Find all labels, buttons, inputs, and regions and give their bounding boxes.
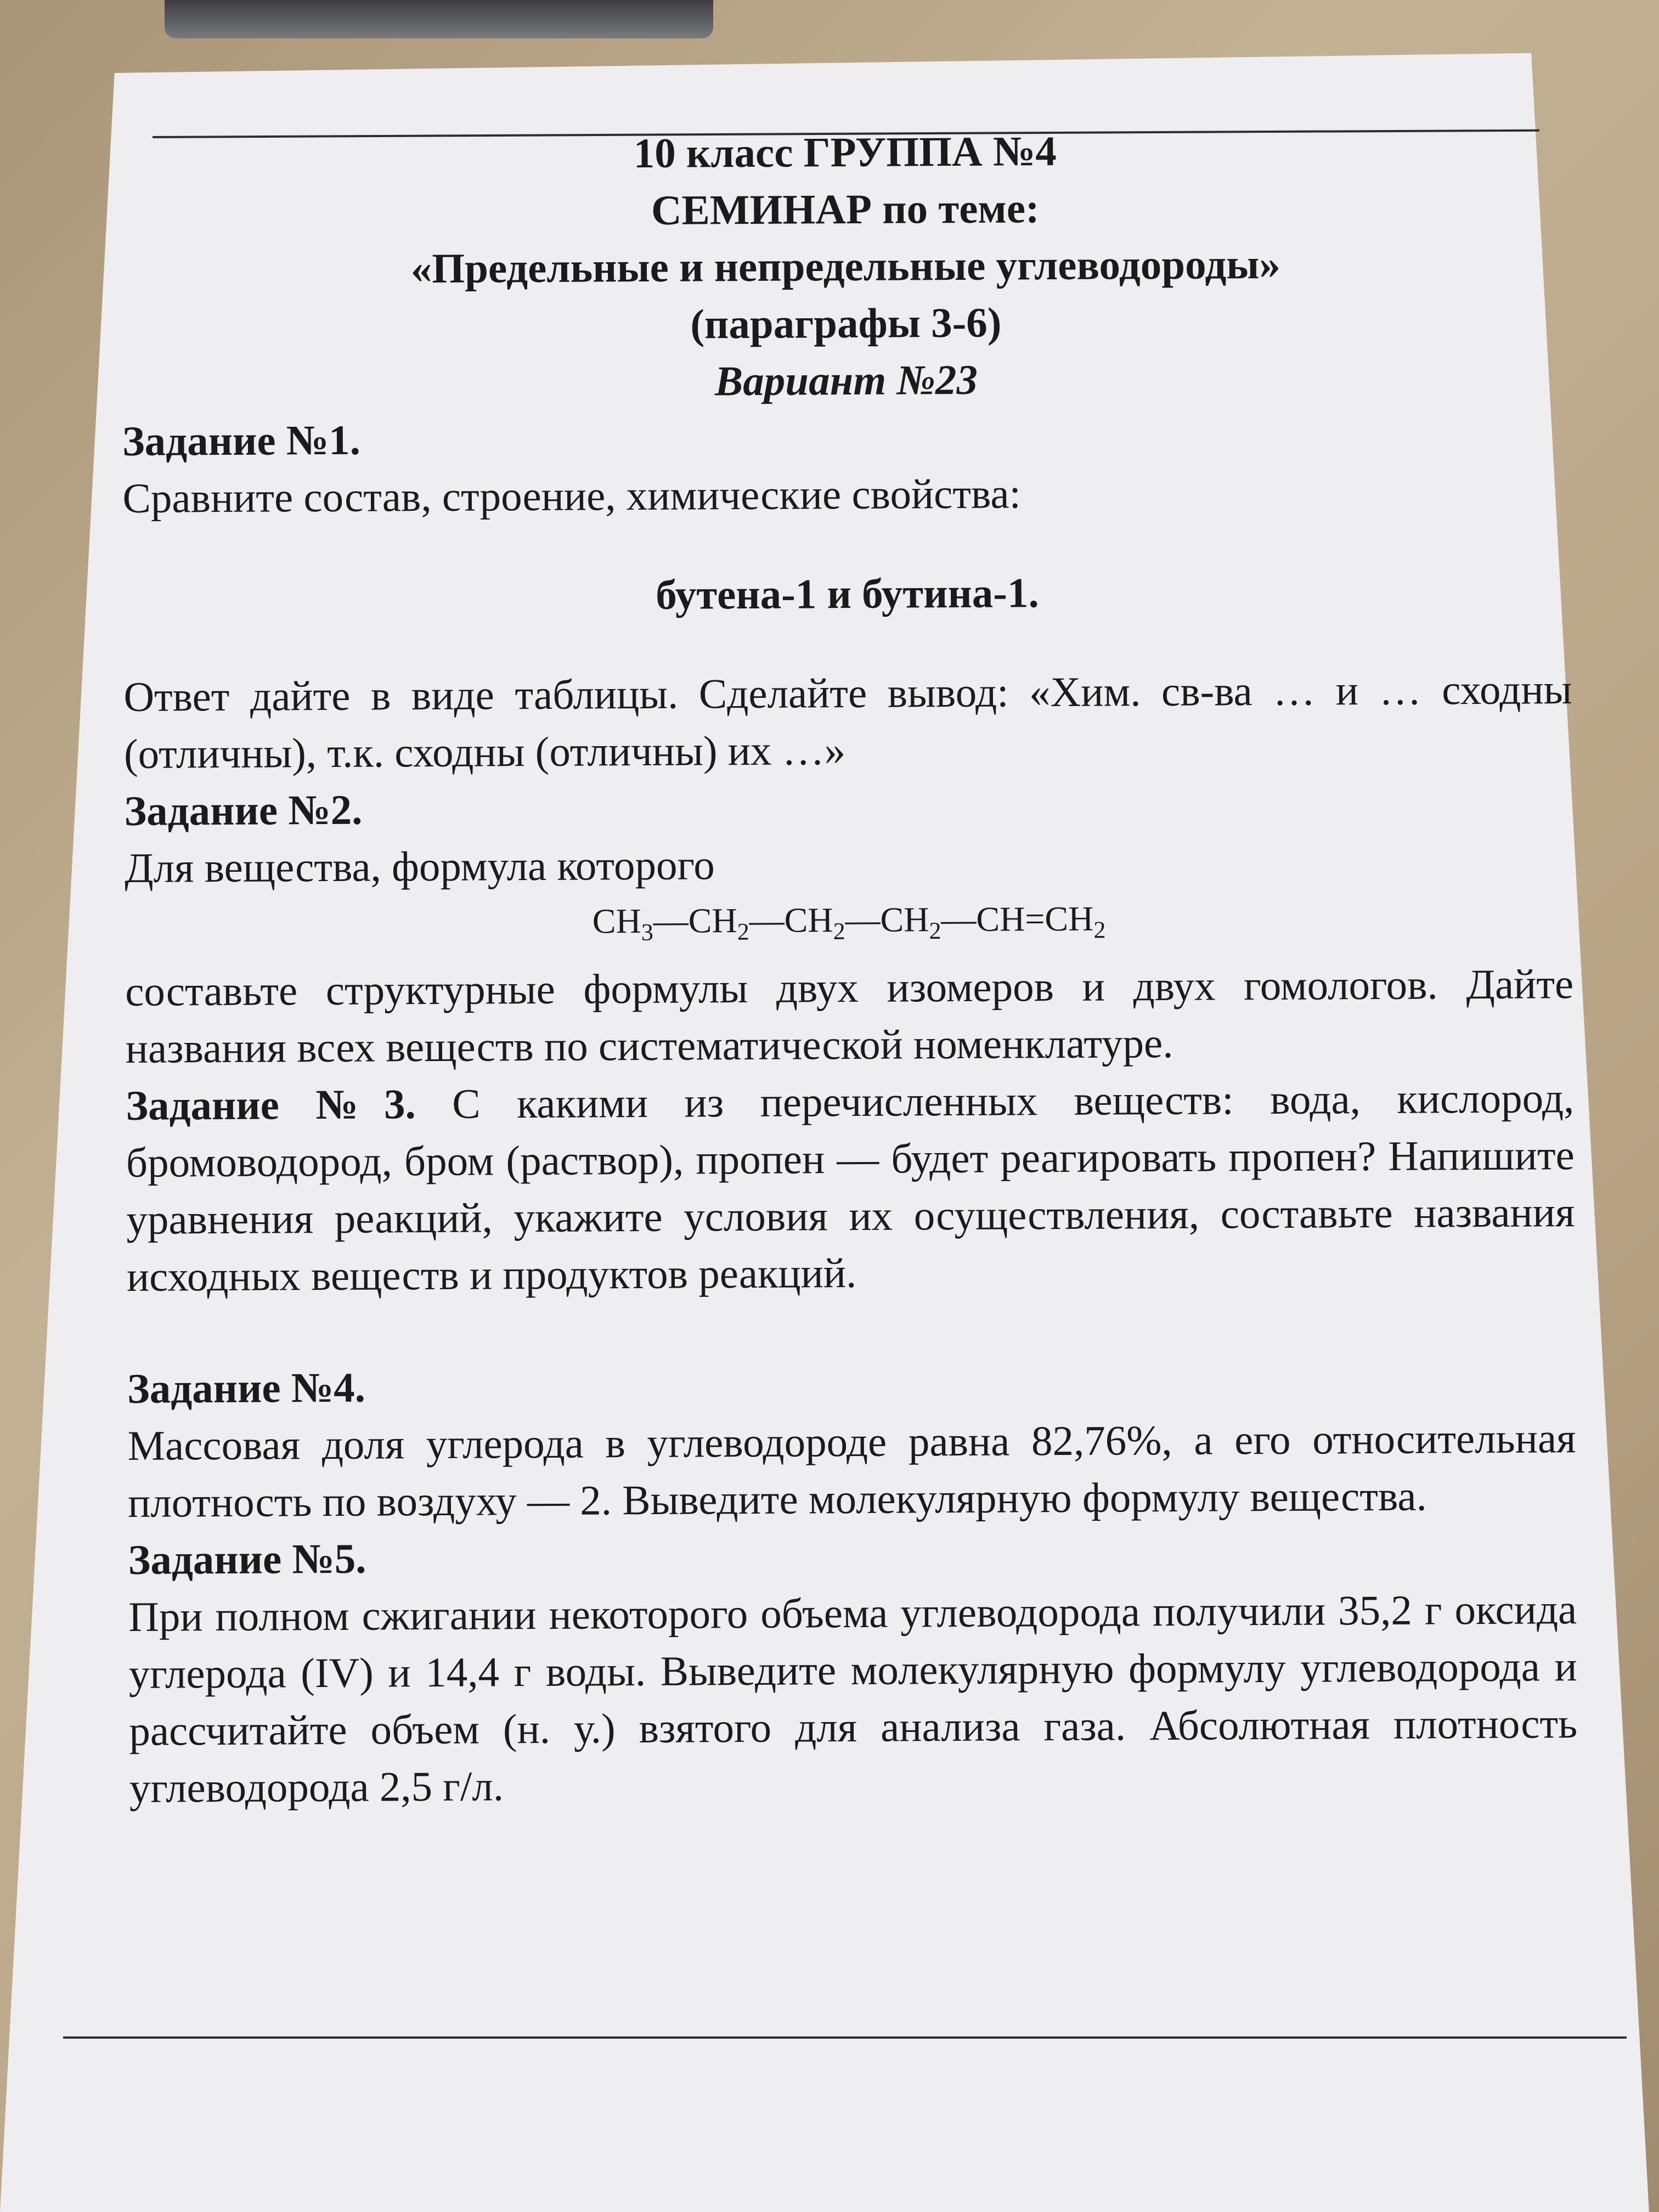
task-1-subject: бутена-1 и бутина-1. <box>656 569 1039 618</box>
task-1-title: Задание №1. <box>122 416 361 465</box>
laptop-corner <box>165 0 713 38</box>
task-2 <box>124 775 1574 1077</box>
task-4 <box>127 1352 1577 1531</box>
task-1-text: Сравните состав, строение, химические свойства: <box>122 470 1022 522</box>
structural-formula: $CH_3—CH_2—CH_2—CH_2—CH=CH_2$ <box>592 899 1106 946</box>
task-2-title: Задание №2. <box>124 786 363 834</box>
task-3 <box>126 1069 1575 1305</box>
task-1-answer-text: Ответ дайте в виде таблицы. Сделайте вывод: «Хим. св-ва … и … сходны (отличны), т.к. сходны (отличны) их …» <box>123 665 1572 777</box>
task-2-instructions: составьте структурные формулы двух изомеров и двух гомологов. Дайте названия всех веществ по систематической номенклатуре. <box>125 960 1574 1072</box>
paragraphs-line: (параграфы 3-6) <box>690 298 1002 348</box>
topic-line: «Предельные и непредельные углеводороды» <box>410 240 1281 292</box>
variant-line: Вариант №23 <box>714 356 978 405</box>
bottom-rule <box>63 2036 1627 2039</box>
spacer <box>127 1297 1575 1360</box>
header <box>121 120 1571 413</box>
task-5-title: Задание №5. <box>128 1534 366 1583</box>
task-3-title: Задание №3. <box>126 1080 416 1129</box>
task-3-text: С какими из перечисленных веществ: вода, кислород, бромоводород, бром (раствор), пропен — будет реагировать пропен? Напишите уравнения реакций, укажите условия их осуществления, составьте названия исходных веществ и продуктов реакций. <box>126 1074 1575 1300</box>
task-1 <box>122 405 1572 782</box>
seminar-line: СЕМИНАР по теме: <box>651 184 1040 234</box>
worksheet <box>121 120 1578 1816</box>
task-3-paragraph <box>126 1069 1575 1305</box>
task-2-text: Для вещества, формула которого <box>124 841 715 891</box>
task-4-title: Задание №4. <box>127 1363 366 1412</box>
class-group-line: 10 класс ГРУППА №4 <box>633 127 1057 177</box>
task-5 <box>128 1523 1578 1816</box>
task-5-text: При полном сжигании некоторого объема углеводорода получили 35,2 г оксида углерода (IV) и 14,4 г воды. Выведите молекулярную формулу углеводорода и рассчитайте объем (н. у.) взятого для анализа газа. Абсолютная плотность углеводорода 2,5 г/л. <box>128 1585 1578 1812</box>
task-4-text: Массовая доля углерода в углеводороде равна 82,76%, а его относительная плотность по воздуху — 2. Выведите молекулярную формулу вещества. <box>127 1414 1576 1526</box>
